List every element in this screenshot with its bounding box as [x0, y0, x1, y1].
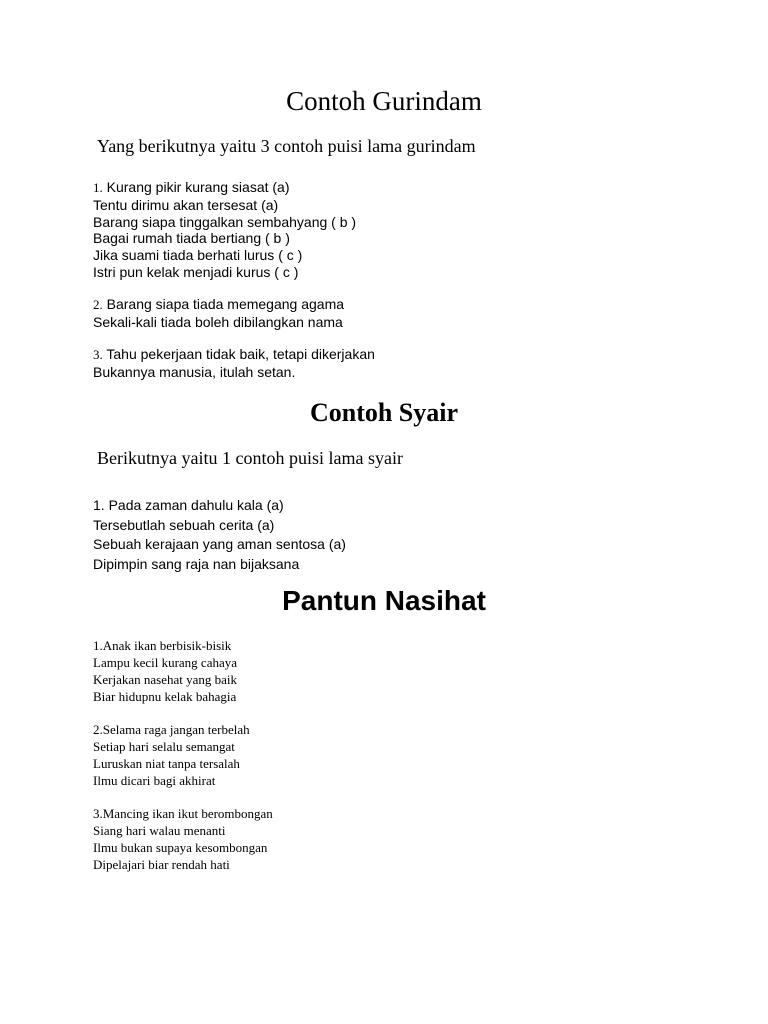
gurindam-poem-2 [93, 296, 344, 331]
poem-number: 1. [93, 180, 103, 195]
poem-line: Lampu kecil kurang cahaya [93, 654, 238, 670]
poem-line: Kerjakan nasehat yang baik [93, 671, 238, 687]
poem-line: Ilmu dicari bagi akhirat [93, 772, 216, 788]
syair-title: Contoh Syair [309, 398, 459, 427]
poem-line: Dipimpin sang raja nan bijaksana [93, 555, 300, 572]
poem-line: 3. Tahu pekerjaan tidak baik, tetapi dikerjakan [93, 346, 375, 362]
poem-line: Setiap hari selalu semangat [93, 738, 235, 754]
poem-line: Biar hidupnu kelak bahagia [93, 688, 237, 704]
poem-line: Tentu dirimu akan tersesat (a) [93, 196, 279, 213]
poem-line: Ilmu bukan supaya kesombongan [93, 839, 268, 855]
pantun-poem-1 [93, 638, 237, 706]
pantun-poem-3 [93, 806, 273, 874]
poem-number: 2. [93, 297, 103, 312]
poem-line: Barang siapa tinggalkan sembahyang ( b ) [93, 213, 357, 230]
gurindam-poem-1 [93, 179, 356, 281]
poem-line: 1.Anak ikan berbisik-bisik [93, 638, 232, 653]
gurindam-intro: Yang berikutnya yaitu 3 contoh puisi lama gurindam [97, 136, 476, 156]
poem-line: Dipelajari biar rendah hati [93, 856, 230, 872]
poem-number: 3. [93, 347, 103, 362]
poem-line: Sebuah kerajaan yang aman sentosa (a) [93, 536, 346, 553]
poem-line: Siang hari walau menanti [93, 822, 226, 838]
poem-line: Istri pun kelak menjadi kurus ( c ) [93, 263, 299, 280]
poem-line: Sekali-kali tiada boleh dibilangkan nama [93, 313, 343, 330]
poem-line: Jika suami tiada berhati lurus ( c ) [93, 247, 303, 264]
poem-line: Tersebutlah sebuah cerita (a) [93, 516, 275, 533]
gurindam-poem-3 [93, 346, 375, 381]
syair-poem [93, 496, 346, 574]
pantun-title: Pantun Nasihat [282, 585, 486, 616]
poem-line: Luruskan niat tanpa tersalah [93, 755, 240, 771]
poem-line: 1. Kurang pikir kurang siasat (a) [93, 179, 290, 195]
poem-line: 2. Barang siapa tiada memegang agama [93, 296, 345, 312]
pantun-poem-2 [93, 722, 250, 790]
gurindam-title: Contoh Gurindam [286, 86, 482, 116]
poem-line: 2.Selama raga jangan terbelah [93, 722, 250, 737]
poem-line: 3.Mancing ikan ikut berombongan [93, 806, 273, 821]
syair-intro: Berikutnya yaitu 1 contoh puisi lama syair [97, 448, 403, 468]
poem-line: Bagai rumah tiada bertiang ( b ) [93, 230, 290, 247]
poem-line: Bukannya manusia, itulah setan. [93, 363, 296, 380]
poem-line: 1. Pada zaman dahulu kala (a) [93, 497, 284, 513]
